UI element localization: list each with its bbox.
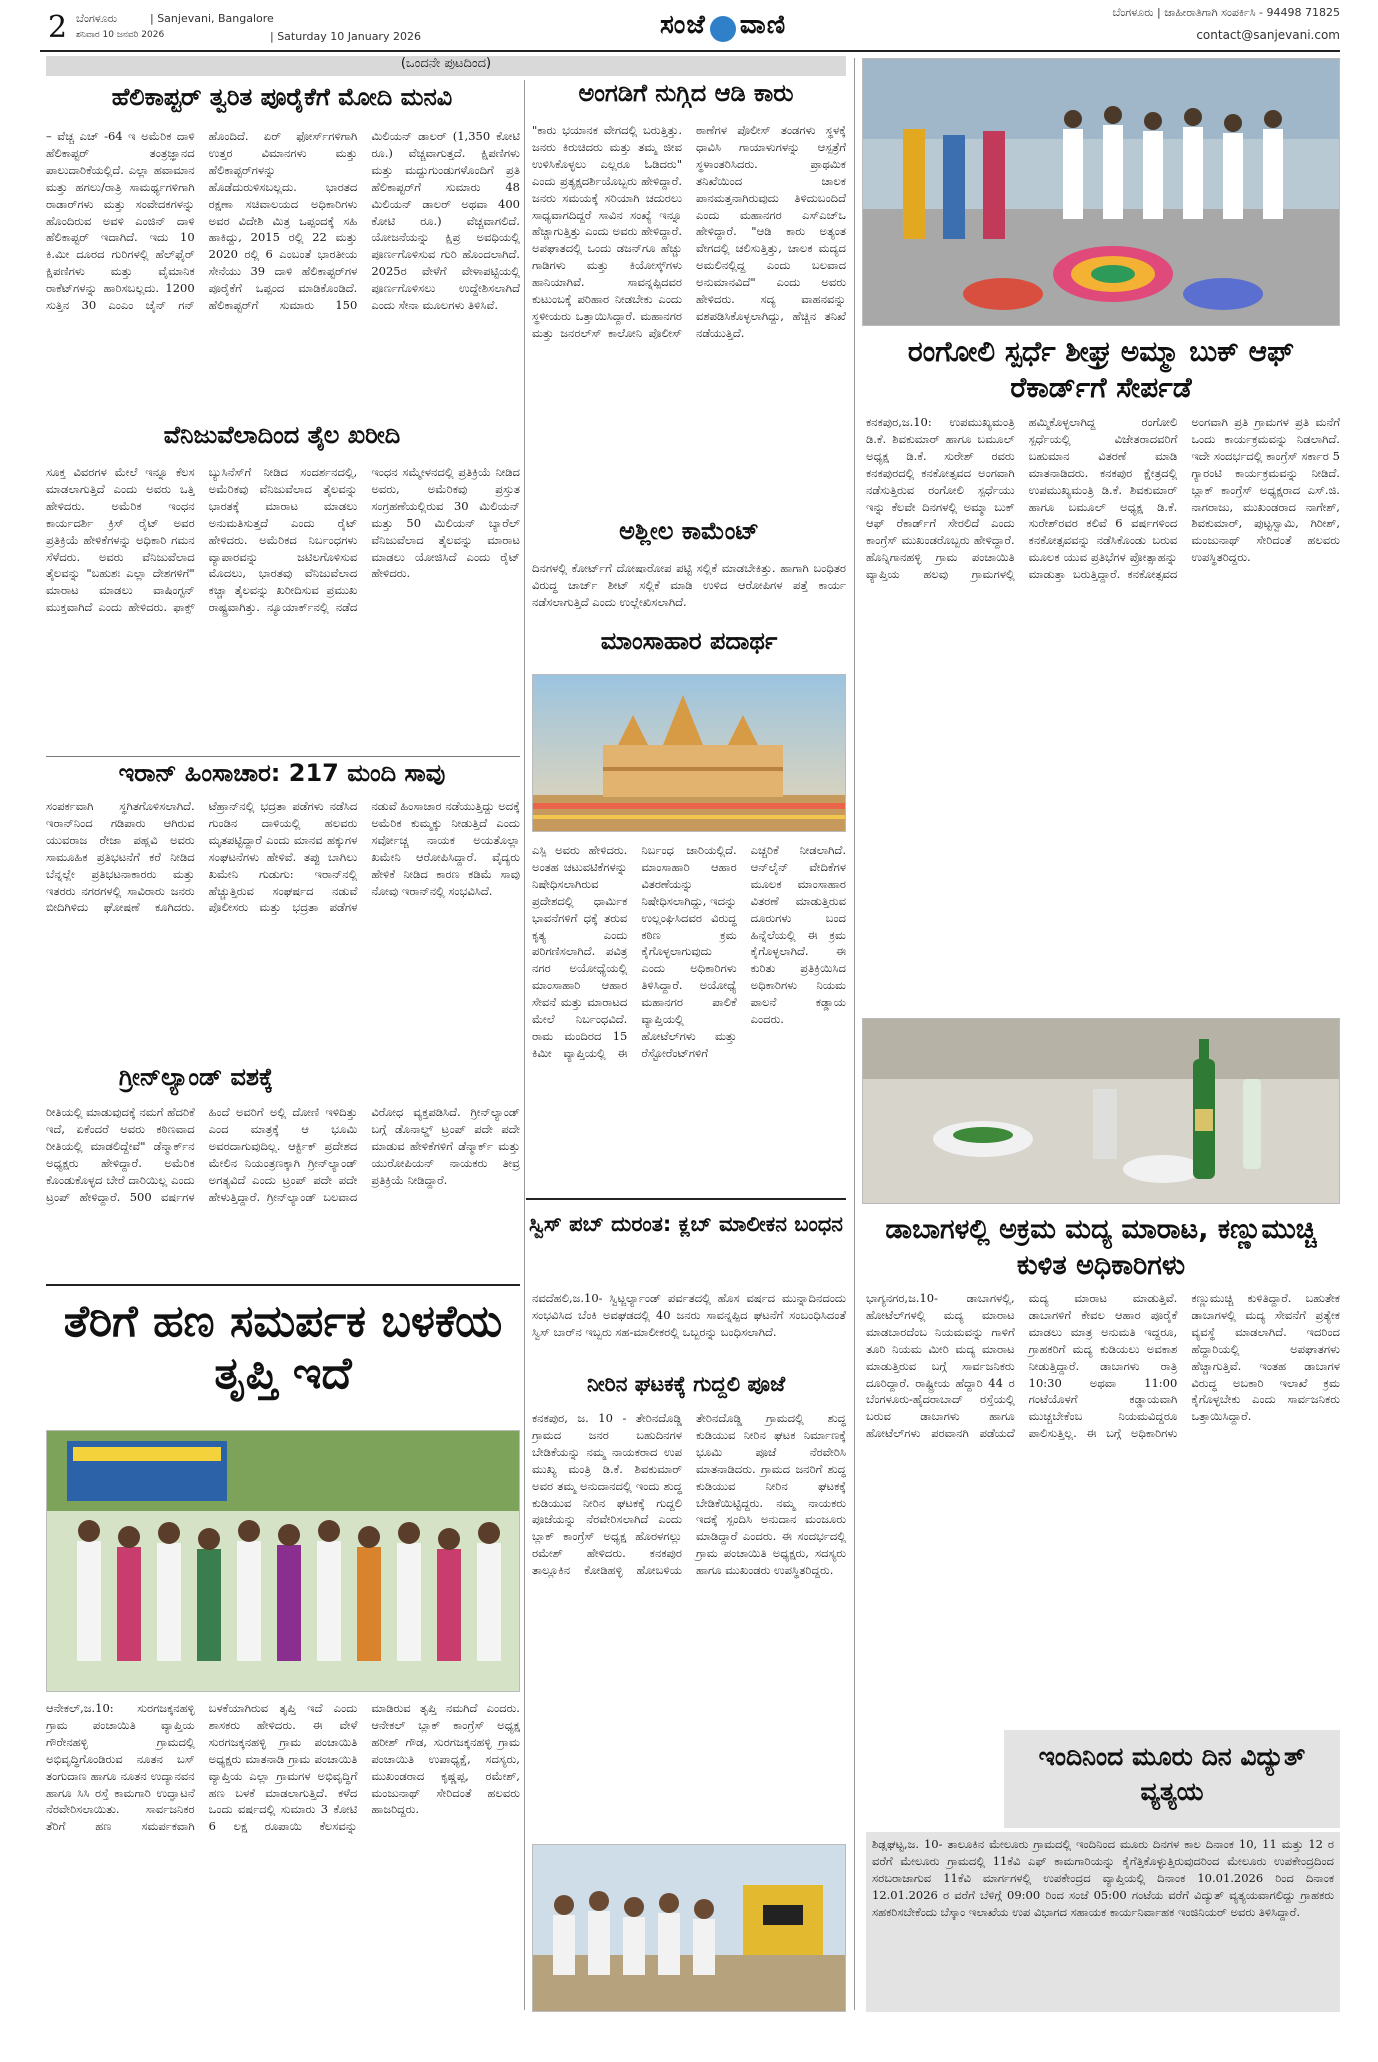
rangoli-body: ಕನಕಪುರ,ಜ.10: ಉಪಮುಖ್ಯಮಂತ್ರಿ ಡಿ.ಕೆ. ಶಿವಕುಮಾರ್ ಹಾಗೂ ಬಮೂಲ್ ಅಧ್ಯಕ್ಷ ಡಿ.ಕೆ. ಸುರೇಶ್ ರವರು ಕನಕಪುರದಲ್ಲಿ ಕನಕೋತ್ಸವದ ಅಂಗವಾಗಿ ನಡೆಸುತ್ತಿರುವ ರಂಗೋಲಿ ಸ್ಪರ್ಧೆಯು ಇನ್ನು ಕೆಲವೇ ದಿನಗಳಲ್ಲಿ ಅಮ್ಮಾ ಬುಕ್ ಆಫ್ ರೆಕಾರ್ಡ್‌ಗೆ ಸೇರಲಿದೆ ಎಂದು ಕಾಂಗ್ರೆಸ್ ಮುಖಂಡರೊಬ್ಬರು ಹೇಳಿದ್ದಾರೆ. ಹೊನ್ನಿಗಾನಹಳ್ಳಿ ಗ್ರಾಮ ಪಂಚಾಯಿತಿ ವ್ಯಾಪ್ತಿಯ ಹಲವು ಗ್ರಾಮಗಳಲ್ಲಿ ಹಮ್ಮಿಕೊಳ್ಳಲಾಗಿದ್ದ ರಂಗೋಲಿ ಸ್ಪರ್ಧೆಯಲ್ಲಿ ವಿಜೇತರಾದವರಿಗೆ ಬಹುಮಾನ ವಿತರಣೆ ಮಾಡಿ ಮಾತನಾಡಿದರು. ಕನಕಪುರ ಕ್ಷೇತ್ರದಲ್ಲಿ ಉಪಮುಖ್ಯಮಂತ್ರಿ ಡಿ.ಕೆ. ಶಿವಕುಮಾರ್ ಹಾಗೂ ಬಮೂಲ್ ಅಧ್ಯಕ್ಷ ಡಿ.ಕೆ. ಸುರೇಶ್‌ರವರ ಕಲಿವೆ 6 ವರ್ಷಗಳಿಂದ ಕನಕೋತ್ಸವವನ್ನು ನಡೆಸಿಕೊಂಡು ಬರುವ ಮೂಲಕ ಯುವ ಪ್ರತಿಭೆಗಳ ಪ್ರೋತ್ಸಾಹನ್ನು ಮಾಡುತ್ತಾ ಬರುತ್ತಿದ್ದಾರೆ. ಕನಕೋತ್ಸವದ ಅಂಗವಾಗಿ ಪ್ರತಿ ಗ್ರಾಮಗಳ ಪ್ರತಿ ಮನೆಗೆ ಒಂದು ಕಾರ್ಯಕ್ರಮವನ್ನು ನಿಡಲಾಗಿದೆ. ಇದೇ ಸಂದರ್ಭದಲ್ಲಿ ಕಾಂಗ್ರೆಸ್ ಸರ್ಕಾರ 5 ಗ್ಯಾರಂಟಿ ಕಾರ್ಯಕ್ರಮವನ್ನು ನೀಡಿದೆ. ಬ್ಲಾಕ್ ಕಾಂಗ್ರೆಸ್ ಅಧ್ಯಕ್ಷರಾದ ಎಸ್.ಜಿ. ನಾಗರಾಜು, ಮುಖಂಡರಾದ ನಾಗೇಶ್, ಶಿವಕುಮಾರ್, ಪುಟ್ಟಸ್ವಾಮಿ, ಗಿರೀಶ್, ಮಂಜುನಾಥ್ ಸೇರಿದಂತೆ ಹಲವರು ಉಪಸ್ಥಿತರಿದ್ದರು. <box>866 415 1340 582</box>
dhaba-photo <box>862 1018 1340 1204</box>
power-body: ಶಿಡ್ಲಘಟ್ಟ,ಜ. 10- ತಾಲೂಕಿನ ಮೇಲೂರು ಗ್ರಾಮದಲ್ಲಿ ಇಂದಿನಿಂದ ಮೂರು ದಿನಗಳ ಕಾಲ ದಿನಾಂಕ 10, 11 ಮತ್ತು 12 ರ ವರೆಗೆ ಮೇಲೂರು ಗ್ರಾಮದಲ್ಲಿ 11ಕೆವಿ ಎಫ್ ಕಾಮಗಾರಿಯನ್ನು ಕೈಗೆತ್ತಿಕೊಳ್ಳುತ್ತಿರುವುದರಿಂದ ಮೇಲೂರು ಉಪಕೇಂದ್ರದಿಂದ ಸರಬರಾಜಾಗುವ 11ಕೆವಿ ಮಾರ್ಗಗಳಲ್ಲಿ ಉಪಕೇಂದ್ರದ ವ್ಯಾಪ್ತಿಯಲ್ಲಿ ದಿನಾಂಕ 10.01.2026 ರಿಂದ ದಿನಾಂಕ 12.01.2026 ರ ವರೆಗೆ ಬೆಳಿಗ್ಗೆ 09:00 ರಿಂದ ಸಂಜೆ 05:00 ಗಂಟೆಯ ವರೆಗೆ ವಿದ್ಯುತ್ ವ್ಯತ್ಯಯವಾಗಲಿದ್ದು ಗ್ರಾಹಕರು ಸಹಕರಿಸಬೇಕೆಂದು ಬೆಸ್ಕಾಂ ಇಲಾಖೆಯ ಉಪ ವಿಭಾಗದ ಸಹಾಯಕ ಕಾರ್ಯನಿರ್ವಾಹಕ ಇಂಜಿನಿಯರ್ ಅವರು ತಿಳಿಸಿದ್ದಾರೆ. <box>866 1832 1340 2012</box>
swiss-body: ನವದೆಹಲಿ,ಜ.10- ಸ್ವಿಟ್ಜರ್ಲ್ಯಾಂಡ್ ಪರ್ವತದಲ್ಲಿ ಹೊಸ ವರ್ಷದ ಮುನ್ನಾದಿನದಂದು ಸಂಭವಿಸಿದ ಬೆಂಕಿ ಅವಘಡದಲ್ಲಿ 40 ಜನರು ಸಾವನ್ನಪ್ಪಿದ ಘಟನೆಗೆ ಸಂಬಂಧಿಸಿದಂತೆ ಸ್ವಿಸ್ ಬಾರ್‌ನ ಇಬ್ಬರು ಸಹ-ಮಾಲೀಕರಲ್ಲಿ ಒಬ್ಬರನ್ನು ಬಂಧಿಸಲಾಗಿದೆ. <box>532 1291 846 1339</box>
obscene-body: ದಿನಗಳಲ್ಲಿ ಕೋರ್ಟ್‌ಗೆ ದೋಷಾರೋಪ ಪಟ್ಟಿ ಸಲ್ಲಿಕೆ ಮಾಡಬೇಕಿತ್ತು. ಹಾಗಾಗಿ ಬಂಧಿತರ ವಿರುದ್ಧ ಚಾರ್ಜ್ ಶೀಟ್ ಸಲ್ಲಿಕೆ ಮಾಡಿ ಉಳಿದ ಆರೋಪಿಗಳ ಪತ್ತೆ ಕಾರ್ಯ ನಡೆಸಲಾಗುತ್ತಿದೆ ಎಂದು ಉಲ್ಲೇಖಿಸಲಾಗಿದೆ. <box>532 561 846 609</box>
iran-body: ಸಂಪರ್ಕವಾಗಿ ಸ್ಥಗಿತಗೊಳಿಸಲಾಗಿದೆ. ಇರಾನ್‌ನಿಂದ ಗಡಿಪಾರು ಆಗಿರುವ ಯುವರಾಜ ರೇಜಾ ಪಹ್ಲವಿ ಅವರು ಸಾಮೂಹಿಕ ಪ್ರತಿಭಟನೆಗೆ ಕರೆ ನೀಡಿದ ಬೆನ್ನಲ್ಲೇ ಪ್ರತಿಭಟನಾಕಾರರು ಮತ್ತು ಇತರರು ನಗರಗಳಲ್ಲಿ ಸಾವಿರಾರು ಜನರು ಬೀದಿಗಿಳಿದು ಘೋಷಣೆ ಕೂಗಿದರು. ಟೆಹ್ರಾನ್‌ನಲ್ಲಿ ಭದ್ರತಾ ಪಡೆಗಳು ನಡೆಸಿದ ಗುಂಡಿನ ದಾಳಿಯಲ್ಲಿ ಹಲವರು ಮೃತಪಟ್ಟಿದ್ದಾರೆ ಎಂದು ಮಾನವ ಹಕ್ಕುಗಳ ಸಂಘಟನೆಗಳು ಹೇಳಿವೆ. ತಪ್ಪು ಬಾಗಿಲು ಖಮೇನಿ ಗುಡುಗು: ಇರಾನ್‌ನಲ್ಲಿ ಹೆಚ್ಚುತ್ತಿರುವ ಸಂಘರ್ಷದ ನಡುವೆ ಪೊಲೀಸರು ಮತ್ತು ಭದ್ರತಾ ಪಡೆಗಳ ನಡುವೆ ಹಿಂಸಾಚಾರ ನಡೆಯುತ್ತಿದ್ದು ಅದಕ್ಕೆ ಅಮೆರಿಕ ಕುಮ್ಮಕ್ಕು ನೀಡುತ್ತಿದೆ ಎಂದು ಸರ್ವೋಚ್ಚ ನಾಯಕ ಅಯತೊಲ್ಲಾ ಖಮೇನಿ ಆರೋಪಿಸಿದ್ದಾರೆ. ವೈದ್ಯರು ಹೇಳಿಕೆ ನೀಡಿದ ಕಾರಣ ಕಡಿಮೆ ಸಾವು ನೋವು ಇರಾನ್‌ನಲ್ಲಿ ಸಂಭವಿಸಿದೆ. <box>46 799 520 915</box>
water-plant-photo <box>532 1844 846 2012</box>
brand-right: ವಾಣಿ <box>739 10 787 40</box>
page-number: 2 <box>48 10 68 45</box>
city-label: ಬೆಂಗಳೂರು <box>76 12 118 25</box>
rangoli-headline: ರಂಗೋಲಿ ಸ್ಪರ್ಧೆ ಶೀಘ್ರ ಅಮ್ಮಾ ಬುಕ್ ಆಫ್ ರೆಕಾರ್ಡ್‌ಗೆ ಸೇರ್ಪಡೆ <box>907 335 1295 405</box>
nonveg-headline: ಮಾಂಸಾಹಾರ ಪದಾರ್ಥ <box>600 627 778 655</box>
water-headline: ನೀರಿನ ಘಟಕಕ್ಕೆ ಗುದ್ದಲಿ ಪೂಜೆ <box>586 1372 786 1396</box>
ad-contact: ಬೆಂಗಳೂರು | ಜಾಹೀರಾತಿಗಾಗಿ ಸಂಪರ್ಕಿಸಿ - 94498 71825 <box>1112 6 1340 19</box>
dhaba-body: ಭಾಗ್ಯನಗರ,ಜ.10- ಡಾಬಾಗಳಲ್ಲಿ, ಹೋಟೆಲ್‌ಗಳಲ್ಲಿ ಮದ್ಯ ಮಾರಾಟ ಮಾಡಬಾರದೆಂಬ ನಿಯಮವನ್ನು ಗಾಳಿಗೆ ತೂರಿ ನಿಯಮ ಮೀರಿ ಮದ್ಯ ಮಾರಾಟ ಮಾಡುತ್ತಿರುವ ಬಗ್ಗೆ ಸಾರ್ವಜನಿಕರು ದೂರಿದ್ದಾರೆ. ರಾಷ್ಟ್ರೀಯ ಹೆದ್ದಾರಿ 44 ರ ಬೆಂಗಳೂರು-ಹೈದರಾಬಾದ್ ರಸ್ತೆಯಲ್ಲಿ ಬರುವ ಡಾಬಾಗಳು ಹಾಗೂ ಹೋಟೆಲ್‌ಗಳು ಪರವಾನಗಿ ಪಡೆಯದೆ ಮದ್ಯ ಮಾರಾಟ ಮಾಡುತ್ತಿವೆ. ಡಾಬಾಗಳಿಗೆ ಕೇವಲ ಆಹಾರ ಪೂರೈಕೆ ಮಾಡಲು ಮಾತ್ರ ಅನುಮತಿ ಇದ್ದರೂ, ಗ್ರಾಹಕರಿಗೆ ಮದ್ಯ ಕುಡಿಯಲು ಅವಕಾಶ ನೀಡುತ್ತಿದ್ದಾರೆ. ಡಾಬಾಗಳು ರಾತ್ರಿ 10:30 ಅಥವಾ 11:00 ಗಂಟೆಯೊಳಗೆ ಕಡ್ಡಾಯವಾಗಿ ಮುಚ್ಚಬೇಕೆಂಬ ನಿಯಮವಿದ್ದರೂ ಪಾಲಿಸುತ್ತಿಲ್ಲ. ಈ ಬಗ್ಗೆ ಅಧಿಕಾರಿಗಳು ಕಣ್ಣುಮುಚ್ಚಿ ಕುಳಿತಿದ್ದಾರೆ. ಬಹುತೇಕ ಡಾಬಾಗಳಲ್ಲಿ ಮದ್ಯ ಸೇವನೆಗೆ ಪ್ರತ್ಯೇಕ ವ್ಯವಸ್ಥೆ ಮಾಡಲಾಗಿದೆ. ಇದರಿಂದ ಹೆದ್ದಾರಿಯಲ್ಲಿ ಅಪಘಾತಗಳು ಹೆಚ್ಚಾಗುತ್ತಿವೆ. ಇಂತಹ ಡಾಬಾಗಳ ವಿರುದ್ಧ ಅಬಕಾರಿ ಇಲಾಖೆ ಕ್ರಮ ಕೈಗೊಳ್ಳಬೇಕು ಎಂದು ಸಾರ್ವಜನಿಕರು ಒತ್ತಾಯಿಸಿದ್ದಾರೆ. <box>866 1291 1340 1441</box>
car-headline: ಅಂಗಡಿಗೆ ನುಗ್ಗಿದ ಆಡಿ ಕಾರು <box>578 79 794 107</box>
contact-email[interactable]: contact@sanjevani.com <box>1196 28 1340 42</box>
edition-label: | Sanjevani, Bangalore <box>150 12 274 25</box>
tax-event-photo <box>46 1430 520 1692</box>
tax-headline: ತೆರಿಗೆ ಹಣ ಸಮರ್ಪಕ ಬಳಕೆಯ ತೃಪ್ತಿ ಇದೆ <box>63 1296 503 1399</box>
power-headline: ಇಂದಿನಿಂದ ಮೂರು ದಿನ ವಿದ್ಯುತ್ ವ್ಯತ್ಯಯ <box>1038 1742 1306 1806</box>
dhaba-headline: ಡಾಬಾಗಳಲ್ಲಿ ಅಕ್ರಮ ಮದ್ಯ ಮಾರಾಟ, ಕಣ್ಣುಮುಚ್ಚಿ ಕುಳಿತ ಅಧಿಕಾರಿಗಳು <box>885 1214 1317 1281</box>
brand-logo <box>660 10 786 42</box>
rangoli-photo <box>862 58 1340 326</box>
tax-body: ಆನೇಕಲ್,ಜ.10: ಸುರಗಜಕ್ಕನಹಳ್ಳಿ ಗ್ರಾಮ ಪಂಚಾಯಿತಿ ವ್ಯಾಪ್ತಿಯ ಗೌರೇನಹಳ್ಳಿ ಗ್ರಾಮದಲ್ಲಿ ಅಭಿವೃದ್ಧಿಗೊಂಡಿರುವ ನೂತನ ಬಸ್ ತಂಗುದಾಣ ಹಾಗೂ ನೂತನ ಉದ್ಯಾನವನ ಹಾಗೂ ಸಿಸಿ ರಸ್ತೆ ಕಾಮಗಾರಿ ಉದ್ಘಾಟನೆ ನೆರವೇರಿಸಲಾಯಿತು. ಸಾರ್ವಜನಿಕರ ತೆರಿಗೆ ಹಣ ಸಮರ್ಪಕವಾಗಿ ಬಳಕೆಯಾಗಿರುವ ತೃಪ್ತಿ ಇದೆ ಎಂದು ಶಾಸಕರು ಹೇಳಿದರು. ಈ ವೇಳೆ ಸುರಗಜಕ್ಕನಹಳ್ಳಿ ಗ್ರಾಮ ಪಂಚಾಯಿತಿ ಅಧ್ಯಕ್ಷರು ಮಾತನಾಡಿ ಗ್ರಾಮ ಪಂಚಾಯಿತಿ ವ್ಯಾಪ್ತಿಯ ಎಲ್ಲಾ ಗ್ರಾಮಗಳ ಅಭಿವೃದ್ಧಿಗೆ ಹಣ ಬಳಕೆ ಮಾಡಲಾಗುತ್ತಿದೆ. ಕಳೆದ ಒಂದು ವರ್ಷದಲ್ಲಿ ಸುಮಾರು 3 ಕೋಟಿ 6 ಲಕ್ಷ ರೂಪಾಯಿ ಕೆಲಸವನ್ನು ಮಾಡಿರುವ ತೃಪ್ತಿ ನಮಗಿದೆ ಎಂದರು. ಆನೇಕಲ್ ಬ್ಲಾಕ್ ಕಾಂಗ್ರೆಸ್ ಅಧ್ಯಕ್ಷ ಹರೀಶ್ ಗೌಡ, ಸುರಗಜಕ್ಕನಹಳ್ಳಿ ಗ್ರಾಮ ಪಂಚಾಯಿತಿ ಉಪಾಧ್ಯಕ್ಷೆ, ಸದಸ್ಯರು, ಮುಖಂಡರಾದ ಕೃಷ್ಣಪ್ಪ, ರಮೇಶ್, ಮಂಜುನಾಥ್ ಸೇರಿದಂತೆ ಹಲವರು ಹಾಜರಿದ್ದರು. <box>46 1701 520 1834</box>
iran-headline: ಇರಾನ್ ಹಿಂಸಾಚಾರ: 217 ಮಂದಿ ಸಾವು <box>118 759 446 787</box>
date-english: | Saturday 10 January 2026 <box>270 30 421 43</box>
helicopter-headline: ಹೆಲಿಕಾಪ್ಟರ್ ತ್ವರಿತ ಪೂರೈಕೆಗೆ ಮೋದಿ ಮನವಿ <box>111 83 453 111</box>
nonveg-body: ಎಸ್ಪಿ ಅವರು ಹೇಳಿದರು. ಅಂತಹ ಚಟುವಟಿಕೆಗಳನ್ನು ನಿಷೇಧಿಸಲಾಗಿರುವ ಪ್ರದೇಶದಲ್ಲಿ ಧಾರ್ಮಿಕ ಭಾವನೆಗಳಿಗೆ ಧಕ್ಕೆ ತರುವ ಕೃತ್ಯ ಎಂದು ಪರಿಗಣಿಸಲಾಗಿದೆ. ಪವಿತ್ರ ನಗರ ಅಯೋಧ್ಯೆಯಲ್ಲಿ ಮಾಂಸಾಹಾರಿ ಆಹಾರ ಸೇವನೆ ಮತ್ತು ಮಾರಾಟದ ಮೇಲೆ ನಿರ್ಬಂಧವಿದೆ. ರಾಮ ಮಂದಿರದ 15 ಕಿಮೀ ವ್ಯಾಪ್ತಿಯಲ್ಲಿ ಈ ನಿರ್ಬಂಧ ಜಾರಿಯಲ್ಲಿದೆ. ಮಾಂಸಾಹಾರಿ ಆಹಾರ ವಿತರಣೆಯನ್ನು ನಿಷೇಧಿಸಲಾಗಿದ್ದು, ಇದನ್ನು ಉಲ್ಲಂಘಿಸಿದವರ ವಿರುದ್ಧ ಕಠಿಣ ಕ್ರಮ ಕೈಗೊಳ್ಳಲಾಗುವುದು ಎಂದು ಅಧಿಕಾರಿಗಳು ತಿಳಿಸಿದ್ದಾರೆ. ಅಯೋಧ್ಯೆ ಮಹಾನಗರ ಪಾಲಿಕೆ ವ್ಯಾಪ್ತಿಯಲ್ಲಿ ಹೋಟೆಲ್‌ಗಳು ಮತ್ತು ರೆಸ್ಟೋರೆಂಟ್‌ಗಳಿಗೆ ಎಚ್ಚರಿಕೆ ನೀಡಲಾಗಿದೆ. ಆನ್‌ಲೈನ್ ವೇದಿಕೆಗಳ ಮೂಲಕ ಮಾಂಸಾಹಾರ ವಿತರಣೆ ಮಾಡುತ್ತಿರುವ ದೂರುಗಳು ಬಂದ ಹಿನ್ನೆಲೆಯಲ್ಲಿ ಈ ಕ್ರಮ ಕೈಗೊಳ್ಳಲಾಗಿದೆ. ಈ ಕುರಿತು ಪ್ರತಿಕ್ರಿಯಿಸಿದ ಅಧಿಕಾರಿಗಳು ನಿಯಮ ಪಾಲನೆ ಕಡ್ಡಾಯ ಎಂದರು. <box>532 843 846 1060</box>
greenland-body: ರೀತಿಯಲ್ಲಿ ಮಾಡುವುದಕ್ಕೆ ನಮಗೆ ಹೆದರಿಕೆ ಇದೆ, ಏಕೆಂದರೆ ಅವರು ಕಠಿಣವಾದ ರೀತಿಯಲ್ಲಿ ಮಾಡಲಿದ್ದೇವೆ" ಡೆನ್ಮಾರ್ಕ್‌ನ ಅಧ್ಯಕ್ಷರು ಹೇಳಿದ್ದಾರೆ. ಅಮೆರಿಕ ಕೊಂಡುಕೊಳ್ಳದ ಬೇರೆ ದಾರಿಯಿಲ್ಲ ಎಂದು ಟ್ರಂಪ್ ಹೇಳಿದ್ದಾರೆ. 500 ವರ್ಷಗಳ ಹಿಂದೆ ಅವರಿಗೆ ಅಲ್ಲಿ ದೋಣಿ ಇಳಿದಿತ್ತು ಎಂದ ಮಾತ್ರಕ್ಕೆ ಆ ಭೂಮಿ ಅವರದಾಗುವುದಿಲ್ಲ. ಆರ್ಕ್ಟಿಕ್ ಪ್ರದೇಶದ ಮೇಲಿನ ನಿಯಂತ್ರಣಕ್ಕಾಗಿ ಗ್ರೀನ್‌ಲ್ಯಾಂಡ್ ಅಗತ್ಯವಿದೆ ಎಂದು ಟ್ರಂಪ್ ಪದೇ ಪದೇ ಹೇಳುತ್ತಿದ್ದಾರೆ. ಗ್ರೀನ್‌ಲ್ಯಾಂಡ್ ಬಲವಾದ ವಿರೋಧ ವ್ಯಕ್ತಪಡಿಸಿದೆ. ಗ್ರೀನ್‌ಲ್ಯಾಂಡ್ ಬಗ್ಗೆ ಡೊನಾಲ್ಡ್ ಟ್ರಂಪ್ ಪದೇ ಪದೇ ಮಾಡುವ ಹೇಳಿಕೆಗಳಿಗೆ ಡೆನ್ಮಾರ್ಕ್ ಮತ್ತು ಯುರೋಪಿಯನ್ ನಾಯಕರು ತೀವ್ರ ಪ್ರತಿಕ್ರಿಯೆ ನೀಡಿದ್ದಾರೆ. <box>46 1105 520 1204</box>
ram-temple-photo <box>532 674 846 832</box>
divider <box>46 1284 520 1286</box>
continued-tag: (ಒಂದನೇ ಪುಟದಿಂದ) <box>46 56 846 76</box>
column-rule <box>524 80 525 2010</box>
water-body: ಕನಕಪುರ, ಜ. 10 - ತೇರಿನದೊಡ್ಡಿ ಗ್ರಾಮದ ಜನರ ಬಹುದಿನಗಳ ಬೇಡಿಕೆಯನ್ನು ನಮ್ಮ ನಾಯಕರಾದ ಉಪ ಮುಖ್ಯ ಮಂತ್ರಿ ಡಿ.ಕೆ. ಶಿವಕುಮಾರ್ ಅವರ ತಮ್ಮ ಅನುದಾನದಲ್ಲಿ ಇಂದು ಶುದ್ಧ ಕುಡಿಯುವ ನೀರಿನ ಘಟಕಕ್ಕೆ ಗುದ್ದಲಿ ಪೂಜೆಯನ್ನು ನೆರವೇರಿಸಲಾಗಿದೆ ಎಂದು ಬ್ಲಾಕ್ ಕಾಂಗ್ರೆಸ್ ಅಧ್ಯಕ್ಷ ಹೊರಳಗಲ್ಲು ರಮೇಶ್ ಹೇಳಿದರು. ಕನಕಪುರ ತಾಲ್ಲೂಕಿನ ಕೋಡಿಹಳ್ಳಿ ಹೋಬಳಿಯ ತೇರಿನದೊಡ್ಡಿ ಗ್ರಾಮದಲ್ಲಿ ಶುದ್ಧ ಕುಡಿಯುವ ನೀರಿನ ಘಟಕ ನಿರ್ಮಾಣಕ್ಕೆ ಭೂಮಿ ಪೂಜೆ ನೆರವೇರಿಸಿ ಮಾತನಾಡಿದರು. ಗ್ರಾಮದ ಜನರಿಗೆ ಶುದ್ಧ ಕುಡಿಯುವ ನೀರಿನ ಘಟಕಕ್ಕೆ ಬೇಡಿಕೆಯಿಟ್ಟಿದ್ದರು. ನಮ್ಮ ನಾಯಕರು ಇದಕ್ಕೆ ಸ್ಪಂದಿಸಿ ಅನುದಾನ ಮಂಜೂರು ಮಾಡಿದ್ದಾರೆ ಎಂದರು. ಈ ಸಂದರ್ಭದಲ್ಲಿ ಗ್ರಾಮ ಪಂಚಾಯಿತಿ ಅಧ್ಯಕ್ಷರು, ಸದಸ್ಯರು ಹಾಗೂ ಮುಖಂಡರು ಉಪಸ್ಥಿತರಿದ್ದರು. <box>532 1411 846 1578</box>
brand-left: ಸಂಜೆ <box>660 10 706 40</box>
swiss-headline: ಸ್ವಿಸ್ ಪಬ್ ದುರಂತ: ಕ್ಲಬ್ ಮಾಲೀಕನ ಬಂಧನ <box>528 1212 843 1236</box>
masthead-rule <box>40 50 1340 52</box>
oil-body: ಸೂಕ್ತ ವಿವರಗಳ ಮೇಲೆ ಇನ್ನೂ ಕೆಲಸ ಮಾಡಲಾಗುತ್ತಿದೆ ಎಂದು ಅವರು ಒತ್ತಿ ಹೇಳಿದರು. ಅಮೆರಿಕ ಇಂಧನ ಕಾರ್ಯದರ್ಶಿ ಕ್ರಿಸ್ ರೈಟ್ ಅವರ ಪ್ರತಿಕ್ರಿಯೆ ಹೇಳಿಕೆಗಳನ್ನು ಅಧಿಕಾರಿ ಗಮನ ಸೆಳೆದರು. ಅವರು ವೆನಿಜುವೆಲಾದ ತೈಲವನ್ನು "ಬಹುಶಃ ಎಲ್ಲಾ ದೇಶಗಳಿಗೆ" ಮಾರಾಟ ಮಾಡಲು ವಾಷಿಂಗ್ಟನ್ ಮುಕ್ತವಾಗಿದೆ ಎಂದು ಹೇಳಿದರು. ಫಾಕ್ಸ್ ಬ್ಯುಸಿನೆಸ್‌ಗೆ ನೀಡಿದ ಸಂದರ್ಶನದಲ್ಲಿ, ಅಮೆರಿಕವು ವೆನಿಜುವೆಲಾದ ತೈಲವನ್ನು ಭಾರತಕ್ಕೆ ಮಾರಾಟ ಮಾಡಲು ಅನುಮತಿಸುತ್ತದೆ ಎಂದು ರೈಟ್ ಹೇಳಿದರು. ಅಮೆರಿಕದ ನಿರ್ಬಂಧಗಳು ವ್ಯಾಪಾರವನ್ನು ಜಟಿಲಗೊಳಿಸುವ ಮೊದಲು, ಭಾರತವು ವೆನಿಜುವೆಲಾದ ಕಚ್ಚಾ ತೈಲವನ್ನು ಖರೀದಿಸುವ ಪ್ರಮುಖ ರಾಷ್ಟ್ರವಾಗಿತ್ತು. ನ್ಯೂಯಾರ್ಕ್‌ನಲ್ಲಿ ನಡೆದ ಇಂಧನ ಸಮ್ಮೇಳನದಲ್ಲಿ ಪ್ರತಿಕ್ರಿಯೆ ನೀಡಿದ ಅವರು, ಅಮೆರಿಕವು ಪ್ರಸ್ತುತ ಸಂಗ್ರಹಣೆಯಲ್ಲಿರುವ 30 ಮಿಲಿಯನ್ ಮತ್ತು 50 ಮಿಲಿಯನ್ ಬ್ಯಾರೆಲ್ ವೆನಿಜುವೆಲಾದ ತೈಲವನ್ನು ಮಾರಾಟ ಮಾಡಲು ಯೋಜಿಸಿದೆ ಎಂದು ರೈಟ್ ಹೇಳಿದರು. <box>46 465 520 615</box>
divider <box>46 756 520 757</box>
helicopter-body: – ವೆಚ್ಚ ಎಚ್ -64 ಇ ಅಮೆರಿಕ ದಾಳಿ ಹೆಲಿಕಾಪ್ಟರ್ ತಂತ್ರಜ್ಞಾನದ ಪಾಲುದಾರಿಕೆಯಲ್ಲಿದೆ. ಎಲ್ಲಾ ಹವಾಮಾನ ಮತ್ತು ಹಗಲು/ರಾತ್ರಿ ಸಾಮರ್ಥ್ಯಗಳಿಗಾಗಿ ರಾಡಾರ್‌ಗಳು ಮತ್ತು ಸಂವೇದಕಗಳನ್ನು ಹೊಂದಿರುವ ಅವಳಿ ಎಂಜಿನ್ ದಾಳಿ ಹೆಲಿಕಾಪ್ಟರ್ ಇದಾಗಿದೆ. ಇದು 10 ಕಿ.ಮೀ ದೂರದ ಗುರಿಗಳಲ್ಲಿ ಹೆಲ್‌ಫೈರ್ ಕ್ಷಿಪಣಿಗಳು ಮತ್ತು ವೈಮಾನಿಕ ರಾಕೆಟ್‌ಗಳನ್ನು ಹಾರಿಸಬಲ್ಲದು. 1200 ಸುತ್ತಿನ 30 ಎಂಎಂ ಚೈನ್ ಗನ್ ಹೊಂದಿದೆ. ಏರ್ ಫೋರ್ಸ್‌ಗಳಿಗಾಗಿ ಉತ್ತರ ವಿಮಾನಗಳು ಮತ್ತು ಹೆಲಿಕಾಪ್ಟರ್‌ಗಳನ್ನು ಹೊಡೆದುರುಳಿಸಬಲ್ಲದು. ಭಾರತದ ರಕ್ಷಣಾ ಸಚಿವಾಲಯದ ಅಧಿಕಾರಿಗಳು ಅವರ ವಿದೇಶಿ ಮಿತ್ರ ಒಪ್ಪಂದಕ್ಕೆ ಸಹಿ ಹಾಕಿದ್ದು, 2015 ರಲ್ಲಿ 22 ಮತ್ತು 2020 ರಲ್ಲಿ 6 ಎಂಬಂತೆ ಭಾರತೀಯ ಸೇನೆಯು 39 ದಾಳಿ ಹೆಲಿಕಾಪ್ಟರ್‌ಗಳ ಪೂರೈಕೆಗೆ ಒಪ್ಪಂದ ಮಾಡಿಕೊಂಡಿದೆ. ಹೆಲಿಕಾಪ್ಟರ್‌ಗೆ ಸುಮಾರು 150 ಮಿಲಿಯನ್ ಡಾಲರ್ (1,350 ಕೋಟಿ ರೂ.) ವೆಚ್ಚವಾಗುತ್ತದೆ. ಕ್ಷಿಪಣಿಗಳು ಮತ್ತು ಮದ್ದುಗುಂಡುಗಳೊಂದಿಗೆ ಪ್ರತಿ ಹೆಲಿಕಾಪ್ಟರ್‌ಗೆ ಸುಮಾರು 48 ಮಿಲಿಯನ್ ಡಾಲರ್ ಅಥವಾ 400 ಕೋಟಿ ರೂ.) ವೆಚ್ಚವಾಗಲಿದೆ. ಯೋಜನೆಯನ್ನು ಕ್ಷಿಪ್ರ ಅವಧಿಯಲ್ಲಿ ಪೂರ್ಣಗೊಳಿಸುವ ಗುರಿ ಹೊಂದಲಾಗಿದೆ. 2025ರ ವೇಳೆಗೆ ವೇಳಾಪಟ್ಟಿಯಲ್ಲಿ ಪೂರ್ಣಗೊಳಿಸಲು ಉದ್ದೇಶಿಸಲಾಗಿದೆ ಎಂದು ಸೇನಾ ಮೂಲಗಳು ತಿಳಿಸಿವೆ. <box>46 129 520 313</box>
globe-icon <box>710 16 736 42</box>
divider <box>526 1198 846 1200</box>
date-kannada: ಶನಿವಾರ 10 ಜನವರಿ 2026 <box>76 30 165 40</box>
oil-headline: ವೆನಿಜುವೆಲಾದಿಂದ ತೈಲ ಖರೀದಿ <box>163 421 401 449</box>
car-body: "ಕಾರು ಭಯಾನಕ ವೇಗದಲ್ಲಿ ಬರುತ್ತಿತ್ತು. ಜನರು ಕಿರುಚಿದರು ಮತ್ತು ತಮ್ಮ ಜೀವ ಉಳಿಸಿಕೊಳ್ಳಲು ಎಲ್ಲರೂ ಓಡಿದರು" ಎಂದು ಪ್ರತ್ಯಕ್ಷದರ್ಶಿಯೊಬ್ಬರು ಹೇಳಿದ್ದಾರೆ. ಜನರು ಸಮಯಕ್ಕೆ ಸರಿಯಾಗಿ ಚದುರಲು ಸಾಧ್ಯವಾಗದಿದ್ದರೆ ಸಾವಿನ ಸಂಖ್ಯೆ ಇನ್ನೂ ಹೆಚ್ಚಾಗುತ್ತಿತ್ತು ಎಂದು ಅವರು ಹೇಳಿದ್ದಾರೆ. ಅಪಘಾತದಲ್ಲಿ ಒಂದು ಡಜನ್‌ಗೂ ಹೆಚ್ಚು ಗಾಡಿಗಳು ಮತ್ತು ಕಿಯೋಸ್ಕ್‌ಗಳು ಹಾನಿಯಾಗಿವೆ. ಸಾವನ್ನಪ್ಪಿದವರ ಕುಟುಂಬಕ್ಕೆ ಪರಿಹಾರ ನೀಡಬೇಕು ಎಂದು ಸ್ಥಳೀಯರು ಒತ್ತಾಯಿಸಿದ್ದಾರೆ. ಮಹಾನಗರ ಮತ್ತು ಜನರಲ್‌ಸ್ ಕಾಲೋನಿ ಪೊಲೀಸ್ ಠಾಣೆಗಳ ಪೊಲೀಸ್ ತಂಡಗಳು ಸ್ಥಳಕ್ಕೆ ಧಾವಿಸಿ ಗಾಯಾಳುಗಳನ್ನು ಆಸ್ಪತ್ರೆಗೆ ಸ್ಥಳಾಂತರಿಸಿದರು. ಪ್ರಾಥಮಿಕ ತನಿಖೆಯಿಂದ ಚಾಲಕ ಪಾನಮತ್ತನಾಗಿರುವುದು ತಿಳಿದುಬಂದಿದೆ ಎಂದು ಮಹಾನಗರ ಎಸ್‌ಎಚ್‌ಒ ಹೇಳಿದ್ದಾರೆ. "ಆಡಿ ಕಾರು ಅತ್ಯಂತ ವೇಗದಲ್ಲಿ ಚಲಿಸುತ್ತಿತ್ತು, ಚಾಲಕ ಮದ್ಯದ ಅಮಲಿನಲ್ಲಿದ್ದ ಎಂದು ಬಲವಾದ ಅನುಮಾನವಿದೆ" ಎಂದು ಅವರು ಹೇಳಿದರು. ಸದ್ಯ ವಾಹನವನ್ನು ವಶಪಡಿಸಿಕೊಳ್ಳಲಾಗಿದ್ದು, ಹೆಚ್ಚಿನ ತನಿಖೆ ನಡೆಯುತ್ತಿದೆ. <box>532 123 846 340</box>
greenland-headline: ಗ್ರೀನ್‌ಲ್ಯಾಂಡ್ ವಶಕ್ಕೆ <box>118 1063 274 1091</box>
obscene-headline: ಅಶ್ಲೀಲ ಕಾಮೆಂಟ್ <box>619 517 759 545</box>
column-rule <box>854 58 855 2010</box>
